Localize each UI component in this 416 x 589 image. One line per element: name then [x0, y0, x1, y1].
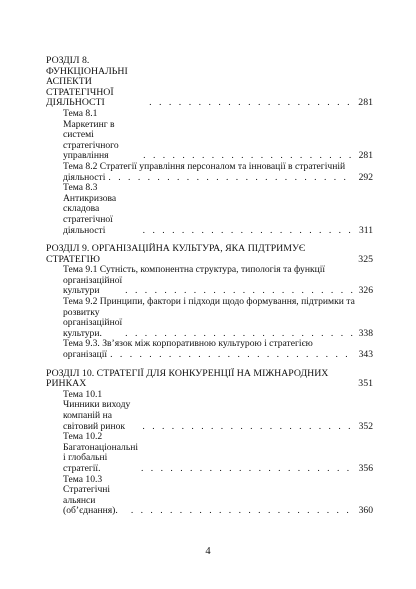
toc-entry[interactable] — [46, 475, 373, 517]
toc-entry-label: Тема 10.2 Багатонаціональні і глобальні стратегії. — [63, 431, 139, 474]
toc-entry-label: Тема 9.1 Сутність, компонентна структура, типологія та функції — [63, 264, 326, 276]
dot-leader — [149, 98, 354, 109]
toc-page-number: 311 — [358, 224, 373, 236]
toc-entry[interactable] — [46, 109, 373, 162]
toc-section-heading[interactable] — [46, 56, 373, 109]
dot-leader — [131, 506, 354, 517]
toc-entry[interactable] — [46, 297, 373, 339]
dot-leader — [142, 422, 354, 433]
table-of-contents — [46, 56, 373, 525]
toc-entry[interactable] — [46, 162, 373, 183]
toc-entry-label: Тема 8.2 Стратегії управління персоналом та інновації в стратегічній — [63, 160, 346, 172]
toc-entry[interactable] — [46, 183, 373, 236]
toc-section-10 — [46, 369, 373, 517]
toc-page-number: 325 — [358, 253, 373, 265]
page-number-footer: 4 — [205, 546, 211, 557]
toc-entry-label: Тема 8.1 Маркетинг в системі стратегічного управління — [63, 107, 119, 162]
dot-leader — [141, 464, 354, 475]
toc-page-number: 356 — [358, 462, 373, 474]
toc-page-number: 343 — [358, 349, 373, 361]
toc-entry-label-continued: організаційної культури — [63, 274, 123, 297]
toc-heading-label: РОЗДІЛ 9. ОРГАНІЗАЦІЙНА КУЛЬТУРА, ЯКА ПІДТРИМУЄ СТРАТЕГІЮ — [46, 243, 306, 265]
toc-entry[interactable] — [46, 339, 373, 360]
toc-entry[interactable] — [46, 265, 373, 297]
dot-leader — [143, 226, 354, 237]
toc-entry-label: Тема 8.3 Антикризова складова стратегічної діяльності — [63, 182, 117, 236]
toc-page-number: 351 — [358, 378, 373, 390]
toc-entry[interactable] — [46, 432, 373, 474]
dot-leader — [110, 350, 354, 361]
toc-page-number: 352 — [358, 420, 373, 432]
toc-section-8 — [46, 56, 373, 236]
toc-page-number: 281 — [358, 150, 373, 162]
toc-section-heading[interactable] — [46, 369, 373, 390]
toc-entry-label-continued: організації — [63, 349, 108, 361]
toc-page-number: 292 — [358, 171, 373, 183]
dot-leader — [108, 173, 354, 184]
toc-entry-label: Тема 9.3. Зв’язок між корпоративною культурою і стратегією — [63, 338, 313, 350]
toc-heading-label: РОЗДІЛ 10. СТРАТЕГІЇ ДЛЯ КОНКУРЕНЦІЇ НА МІЖНАРОДНИХ РИНКАХ — [46, 367, 329, 390]
toc-section-9 — [46, 244, 373, 361]
toc-entry-label-continued: розвитку організаційної культури. — [63, 306, 123, 339]
toc-page-number: 360 — [358, 505, 373, 517]
toc-entry[interactable] — [46, 390, 373, 432]
toc-section-heading[interactable] — [46, 244, 373, 265]
toc-page-number: 326 — [358, 285, 373, 297]
toc-entry-label-continued: діяльності — [63, 171, 106, 183]
toc-entry-label: Тема 10.1 Чинники виходу компаній на світовий ринок — [63, 388, 131, 432]
toc-entry-label: Тема 9.2 Принципи, фактори і підходи щодо формування, підтримки та — [63, 296, 355, 308]
toc-heading-label: РОЗДІЛ 8. ФУНКЦІОНАЛЬНІ АСПЕКТИ СТРАТЕГІЧНОЇ ДІЯЛЬНОСТІ — [46, 55, 128, 109]
toc-entry-label: Тема 10.3 Стратегічні альянси (об’єднання). — [63, 473, 118, 517]
toc-page-number: 281 — [358, 97, 373, 109]
toc-page-number: 338 — [358, 327, 373, 339]
